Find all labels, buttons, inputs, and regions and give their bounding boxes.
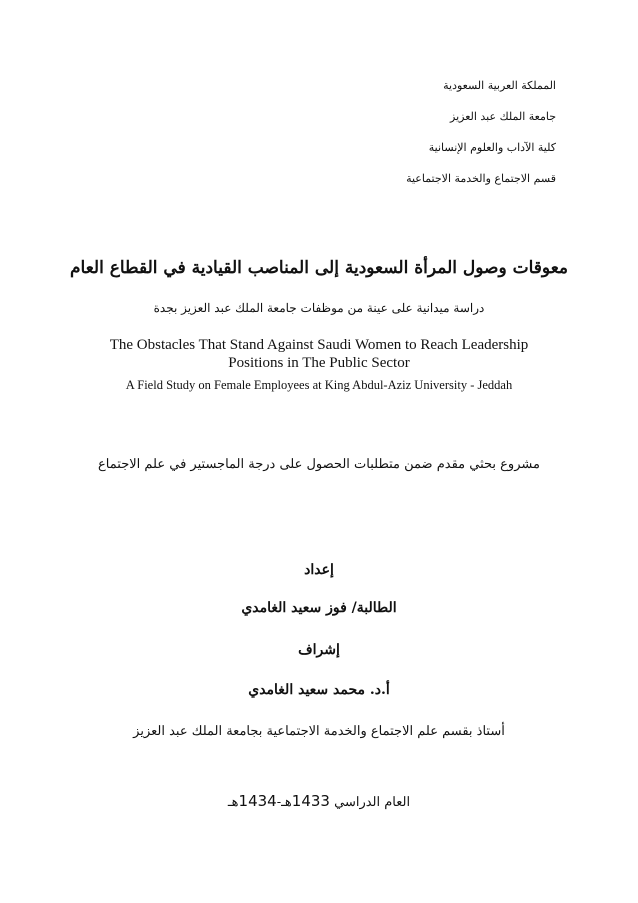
header-faculty: كلية الآداب والعلوم الإنسانية bbox=[428, 141, 556, 154]
supervisor-title: أستاذ بقسم علم الاجتماع والخدمة الاجتماعية بجامعة الملك عبد العزيز bbox=[133, 724, 505, 739]
academic-year-end: 1434 bbox=[238, 792, 277, 810]
project-statement: مشروع بحثي مقدم ضمن متطلبات الحصول على درجة الماجستير في علم الاجتماع bbox=[98, 457, 540, 472]
academic-year-suffix: هـ bbox=[227, 795, 239, 810]
academic-year-start: 1433 bbox=[291, 792, 330, 810]
subtitle-english: A Field Study on Female Employees at King Abdul-Aziz University - Jeddah bbox=[125, 378, 513, 392]
academic-year bbox=[0, 792, 638, 810]
title-english-line1: The Obstacles That Stand Against Saudi Women to Reach Leadership bbox=[109, 337, 529, 353]
academic-year-label: العام الدراسي bbox=[334, 795, 411, 810]
academic-year-separator: هـ- bbox=[276, 795, 292, 810]
student-name: الطالبة/ فوز سعيد الغامدي bbox=[241, 600, 397, 616]
subtitle-arabic: دراسة ميدانية على عينة من موظفات جامعة الملك عبد العزيز بجدة bbox=[153, 301, 485, 315]
header-kingdom: المملكة العربية السعودية bbox=[443, 79, 556, 92]
title-english bbox=[0, 336, 638, 372]
title-english-line2: Positions in The Public Sector bbox=[228, 355, 410, 371]
supervision-label: إشراف bbox=[298, 642, 340, 658]
supervisor-name: أ.د. محمد سعيد الغامدي bbox=[248, 682, 390, 698]
header-university: جامعة الملك عبد العزيز bbox=[450, 110, 556, 123]
prepared-label: إعداد bbox=[304, 562, 334, 578]
header-department: قسم الاجتماع والخدمة الاجتماعية bbox=[406, 172, 556, 185]
title-arabic: معوقات وصول المرأة السعودية إلى المناصب القيادية في القطاع العام bbox=[70, 258, 568, 278]
